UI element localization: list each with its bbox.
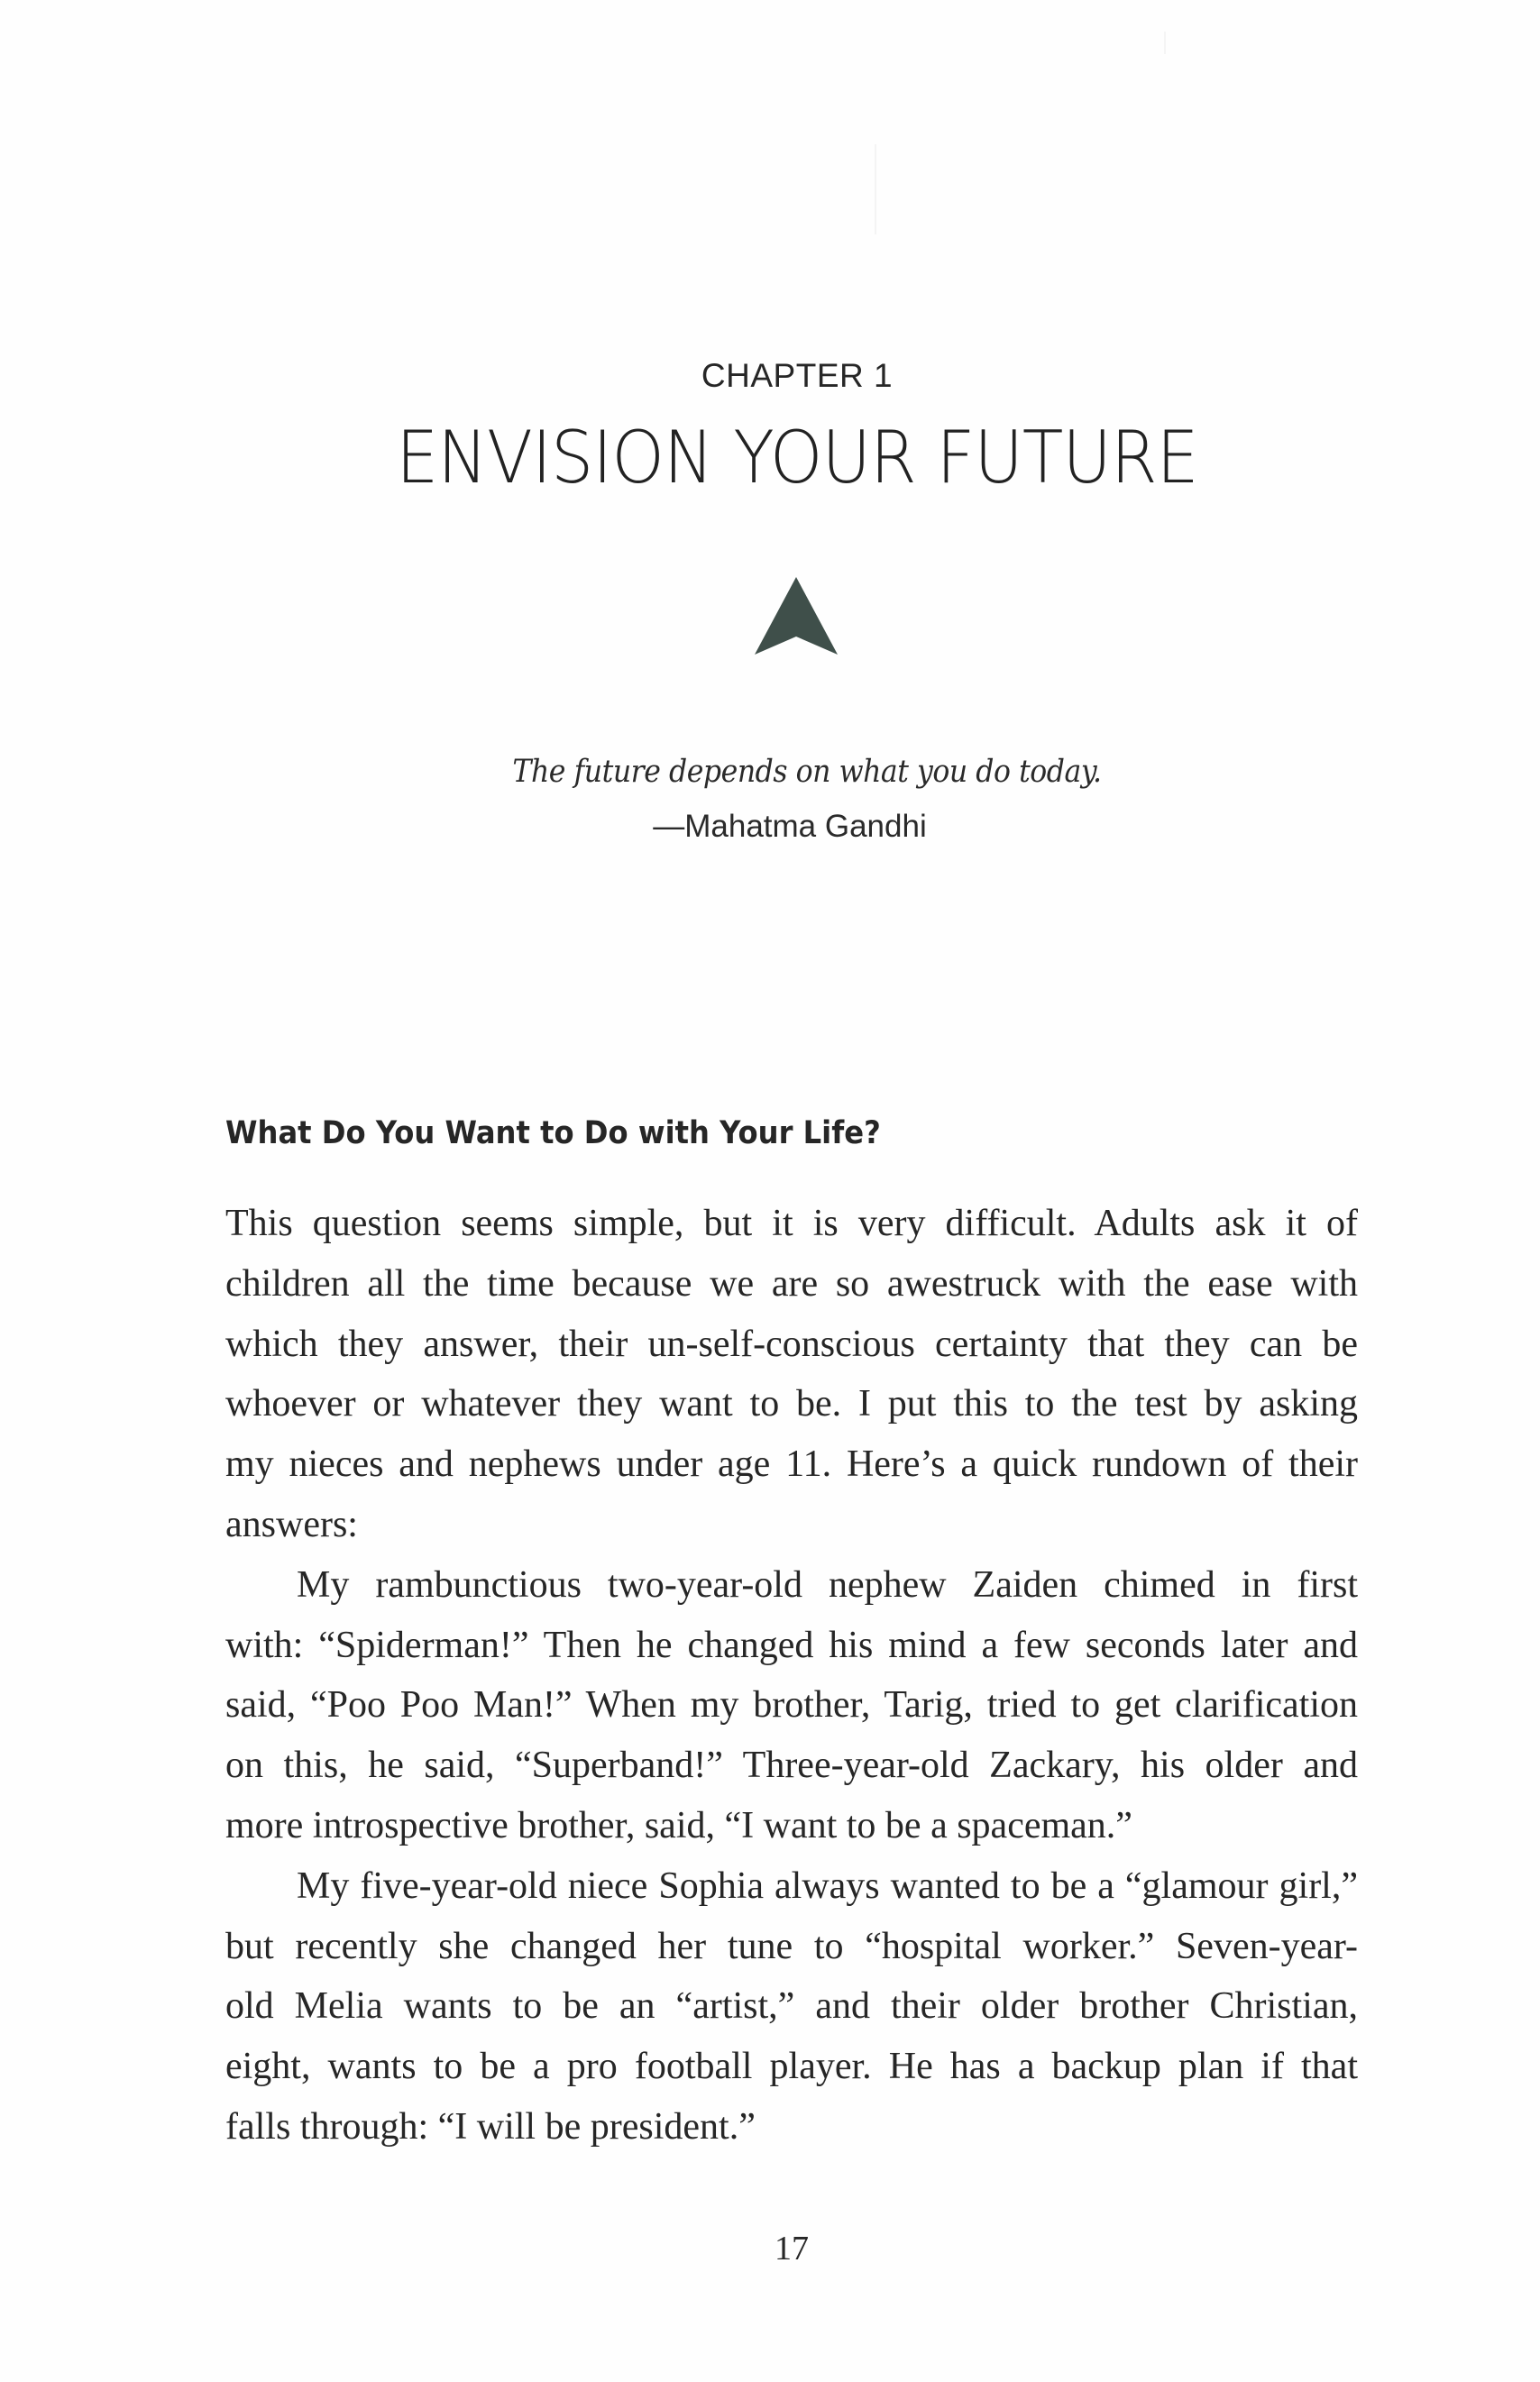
text-line: This question seems simple, but it is very difficult. Adults ask it of [225,1203,1358,1244]
text-line: falls through: “I will be president.” [225,2105,756,2148]
arrow-up-triangle-icon [755,577,838,655]
text-line: old Melia wants to be an “artist,” and their older brother Christian, [225,1985,1358,2028]
text-line: my nieces and nephews under age 11. Here’s a quick rundown of their [225,1443,1358,1486]
page-number: 17 [775,2230,809,2267]
epigraph-attribution: —Mahatma Gandhi [653,809,927,844]
text-line: which they answer, their un-self-conscious certainty that they can be [225,1323,1358,1365]
text-line: eight, wants to be a pro football player. He has a backup plan if that [225,2046,1358,2088]
text-line: with: “Spiderman!” Then he changed his mind a few seconds later and [225,1624,1358,1666]
text-line: My rambunctious two-year-old nephew Zaiden chimed in first [297,1563,1358,1606]
scan-artifact [875,144,876,234]
body-text [225,1194,1358,2158]
chapter-title: ENVISION YOUR FUTURE [396,416,1198,499]
scan-artifact [1164,32,1166,54]
epigraph-quote: The future depends on what you do today. [512,754,1102,790]
text-line: said, “Poo Poo Man!” When my brother, Tarig, tried to get clarification [225,1684,1358,1727]
text-line: more introspective brother, said, “I want to be a spaceman.” [225,1804,1132,1846]
text-line: on this, he said, “Superband!” Three-year-old Zackary, his older and [225,1745,1358,1787]
text-line: My five-year-old niece Sophia always wanted to be a “glamour girl,” [297,1864,1358,1907]
text-line: whoever or whatever they want to be. I put this to the test by asking [225,1383,1358,1425]
chapter-label: CHAPTER 1 [701,357,894,394]
section-heading: What Do You Want to Do with Your Life? [225,1115,881,1151]
text-line: but recently she changed her tune to “hospital worker.” Seven-year- [225,1925,1358,1967]
text-line: answers: [225,1503,358,1545]
text-line: children all the time because we are so awestruck with the ease with [225,1262,1358,1305]
